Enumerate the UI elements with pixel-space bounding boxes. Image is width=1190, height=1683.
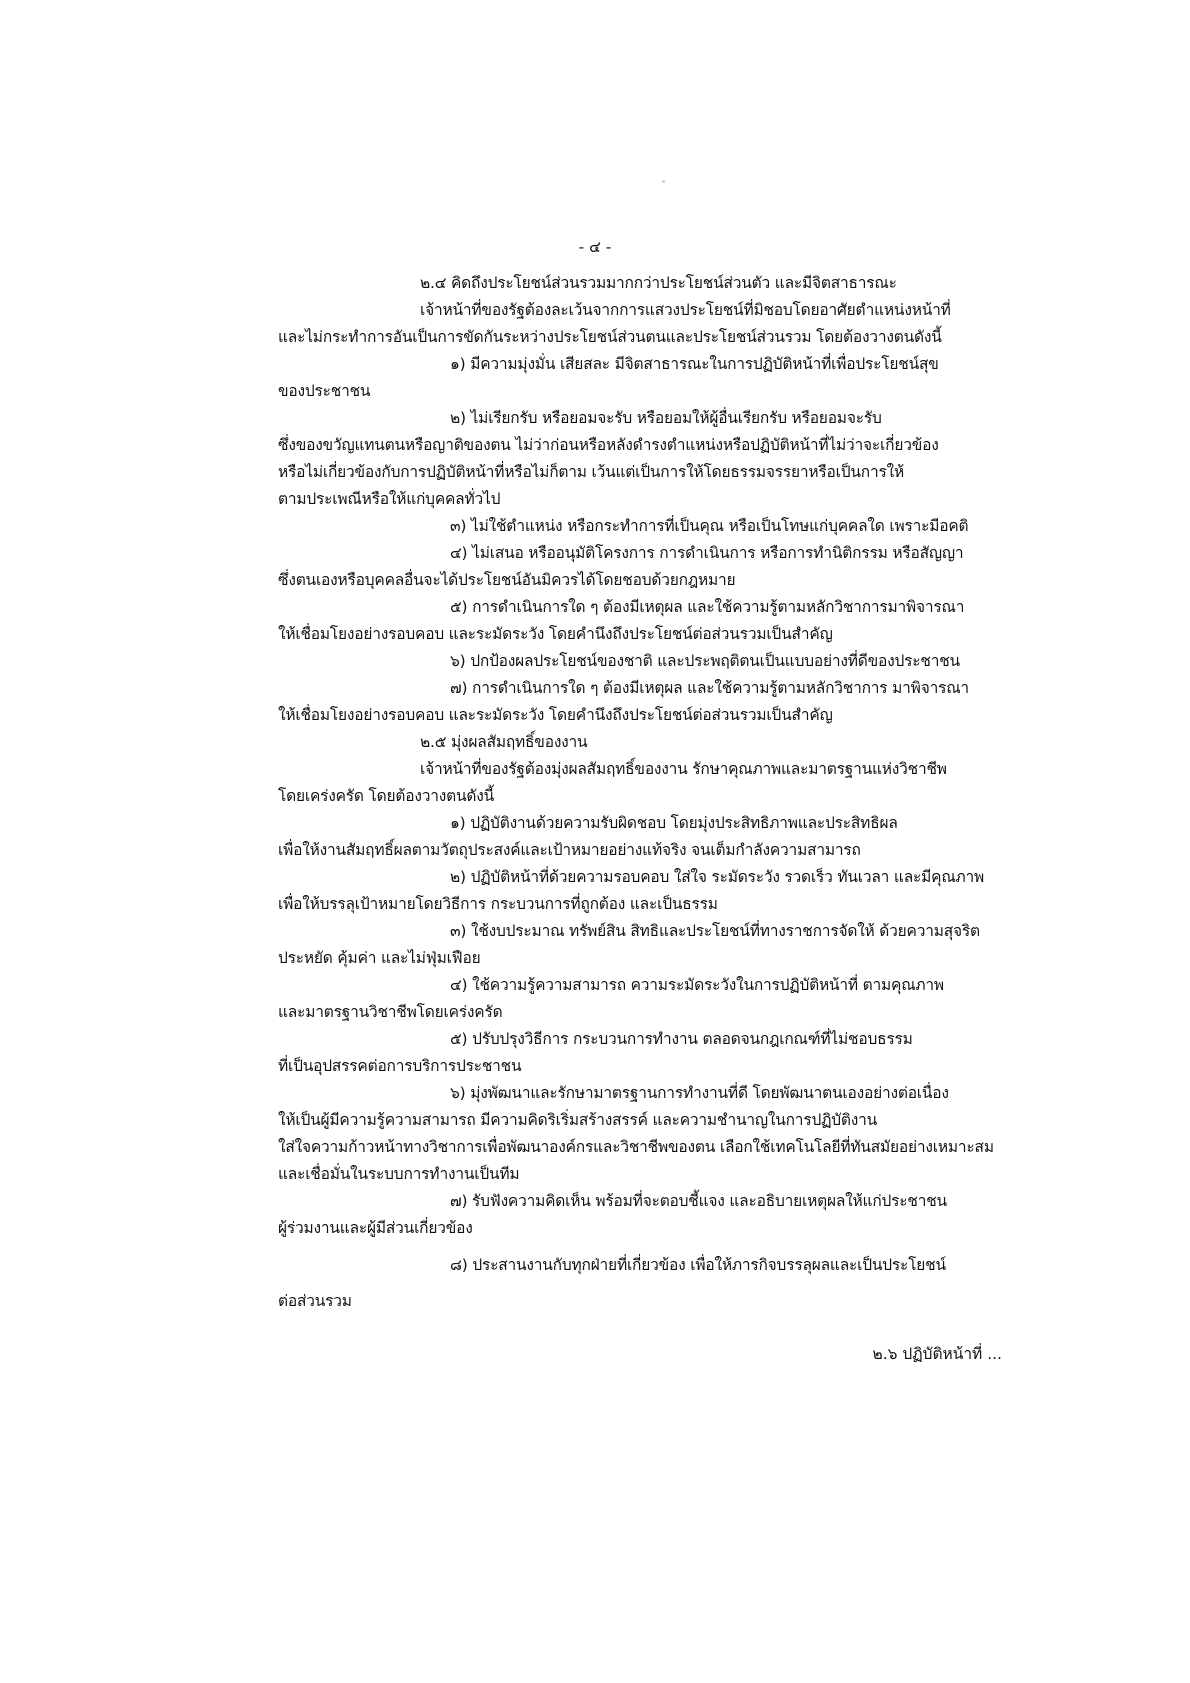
paragraph-line: เพื่อให้บรรลุเป้าหมายโดยวิธีการ กระบวนการที่ถูกต้อง และเป็นธรรม [278,895,718,913]
paragraph-line: ซึ่งตนเองหรือบุคคลอื่นจะได้ประโยชน์อันมิควรได้โดยชอบด้วยกฎหมาย [278,571,736,589]
list-item-line: ๖) ปกป้องผลประโยชน์ของชาติ และประพฤติตนเป็นแบบอย่างที่ดีของประชาชน [450,652,960,670]
paragraph-line: ประหยัด คุ้มค่า และไม่ฟุ่มเฟือย [278,949,481,967]
paragraph-line: และเชื่อมั่นในระบบการทำงานเป็นทีม [278,1165,520,1183]
list-item-line: ๒) ไม่เรียกรับ หรือยอมจะรับ หรือยอมให้ผู้อื่นเรียกรับ หรือยอมจะรับ [450,409,882,427]
list-item-line: ๖) มุ่งพัฒนาและรักษามาตรฐานการทำงานที่ดี โดยพัฒนาตนเองอย่างต่อเนื่อง [450,1084,949,1102]
section-heading-2-4: ๒.๔ คิดถึงประโยชน์ส่วนรวมมากกว่าประโยชน์ส่วนตัว และมีจิตสาธารณะ [420,274,897,292]
list-item-line: ๗) การดำเนินการใด ๆ ต้องมีเหตุผล และใช้ความรู้ตามหลักวิชาการ มาพิจารณา [450,679,969,697]
paragraph-line: ให้เชื่อมโยงอย่างรอบคอบ และระมัดระวัง โดยคำนึงถึงประโยชน์ต่อส่วนรวมเป็นสำคัญ [278,625,833,643]
list-item-line: ๒) ปฏิบัติหน้าที่ด้วยความรอบคอบ ใส่ใจ ระมัดระวัง รวดเร็ว ทันเวลา และมีคุณภาพ [450,868,985,886]
paragraph-line: เพื่อให้งานสัมฤทธิ์ผลตามวัตถุประสงค์และเป้าหมายอย่างแท้จริง จนเต็มกำลังความสามารถ [278,841,861,859]
list-item-line: ๕) ปรับปรุงวิธีการ กระบวนการทำงาน ตลอดจนกฎเกณฑ์ที่ไม่ชอบธรรม [450,1030,913,1048]
list-item-line: ๗) รับฟังความคิดเห็น พร้อมที่จะตอบชี้แจง และอธิบายเหตุผลให้แก่ประชาชน [450,1192,947,1210]
paragraph-line: ผู้ร่วมงานและผู้มีส่วนเกี่ยวข้อง [278,1219,473,1237]
page-number: - ๔ - [578,238,612,256]
paragraph-line: ที่เป็นอุปสรรคต่อการบริการประชาชน [278,1057,522,1075]
paragraph-line: ให้เชื่อมโยงอย่างรอบคอบ และระมัดระวัง โดยคำนึงถึงประโยชน์ต่อส่วนรวมเป็นสำคัญ [278,706,833,724]
paragraph-line: และไม่กระทำการอันเป็นการขัดกันระหว่างประโยชน์ส่วนตนและประโยชน์ส่วนรวม โดยต้องวางตนดังนี้ [278,328,942,346]
paragraph-line: เจ้าหน้าที่ของรัฐต้องมุ่งผลสัมฤทธิ์ของงาน รักษาคุณภาพและมาตรฐานแห่งวิชาชีพ [420,760,947,778]
section-heading-2-5: ๒.๕ มุ่งผลสัมฤทธิ์ของงาน [420,733,588,751]
paragraph-line: ตามประเพณีหรือให้แก่บุคคลทั่วไป [278,490,501,508]
continuation-footer: ๒.๖ ปฏิบัติหน้าที่ ... [872,1345,1002,1363]
list-item-line: ๔) ไม่เสนอ หรืออนุมัติโครงการ การดำเนินการ หรือการทำนิติกรรม หรือสัญญา [450,544,964,562]
paragraph-line: หรือไม่เกี่ยวข้องกับการปฏิบัติหน้าที่หรือไม่ก็ตาม เว้นแต่เป็นการให้โดยธรรมจรรยาหรือเป็นการให้ [278,463,904,481]
paragraph-line: เจ้าหน้าที่ของรัฐต้องละเว้นจากการแสวงประโยชน์ที่มิชอบโดยอาศัยตำแหน่งหน้าที่ [420,301,951,319]
paragraph-line: และมาตรฐานวิชาชีพโดยเคร่งครัด [278,1003,503,1021]
paragraph-line: ให้เป็นผู้มีความรู้ความสามารถ มีความคิดริเริ่มสร้างสรรค์ และความชำนาญในการปฏิบัติงาน [278,1111,878,1129]
list-item-line: ๑) ปฏิบัติงานด้วยความรับผิดชอบ โดยมุ่งประสิทธิภาพและประสิทธิผล [450,814,898,832]
list-item-line: ๑) มีความมุ่งมั่น เสียสละ มีจิตสาธารณะในการปฏิบัติหน้าที่เพื่อประโยชน์สุข [450,355,939,373]
list-item-line: ๘) ประสานงานกับทุกฝ่ายที่เกี่ยวข้อง เพื่อให้ภารกิจบรรลุผลและเป็นประโยชน์ [450,1256,946,1274]
paragraph-line: ซึ่งของขวัญแทนตนหรือญาติของตน ไม่ว่าก่อนหรือหลังดำรงตำแหน่งหรือปฏิบัติหน้าที่ไม่ว่าจะเกี่ยวข้อง [278,436,939,454]
paragraph-line: โดยเคร่งครัด โดยต้องวางตนดังนี้ [278,787,495,805]
scan-speck [662,180,665,183]
paragraph-line: ใส่ใจความก้าวหน้าทางวิชาการเพื่อพัฒนาองค์กรและวิชาชีพของตน เลือกใช้เทคโนโลยีที่ทันสมัยอย่างเหมาะสม [278,1138,994,1156]
list-item-line: ๔) ใช้ความรู้ความสามารถ ความระมัดระวังในการปฏิบัติหน้าที่ ตามคุณภาพ [450,976,944,994]
list-item-line: ๓) ใช้งบประมาณ ทรัพย์สิน สิทธิและประโยชน์ที่ทางราชการจัดให้ ด้วยความสุจริต [450,922,980,940]
paragraph-line: ของประชาชน [278,382,371,400]
paragraph-line: ต่อส่วนรวม [278,1292,352,1310]
list-item-line: ๓) ไม่ใช้ตำแหน่ง หรือกระทำการที่เป็นคุณ หรือเป็นโทษแก่บุคคลใด เพราะมีอคติ [450,517,969,535]
list-item-line: ๕) การดำเนินการใด ๆ ต้องมีเหตุผล และใช้ความรู้ตามหลักวิชาการมาพิจารณา [450,598,965,616]
